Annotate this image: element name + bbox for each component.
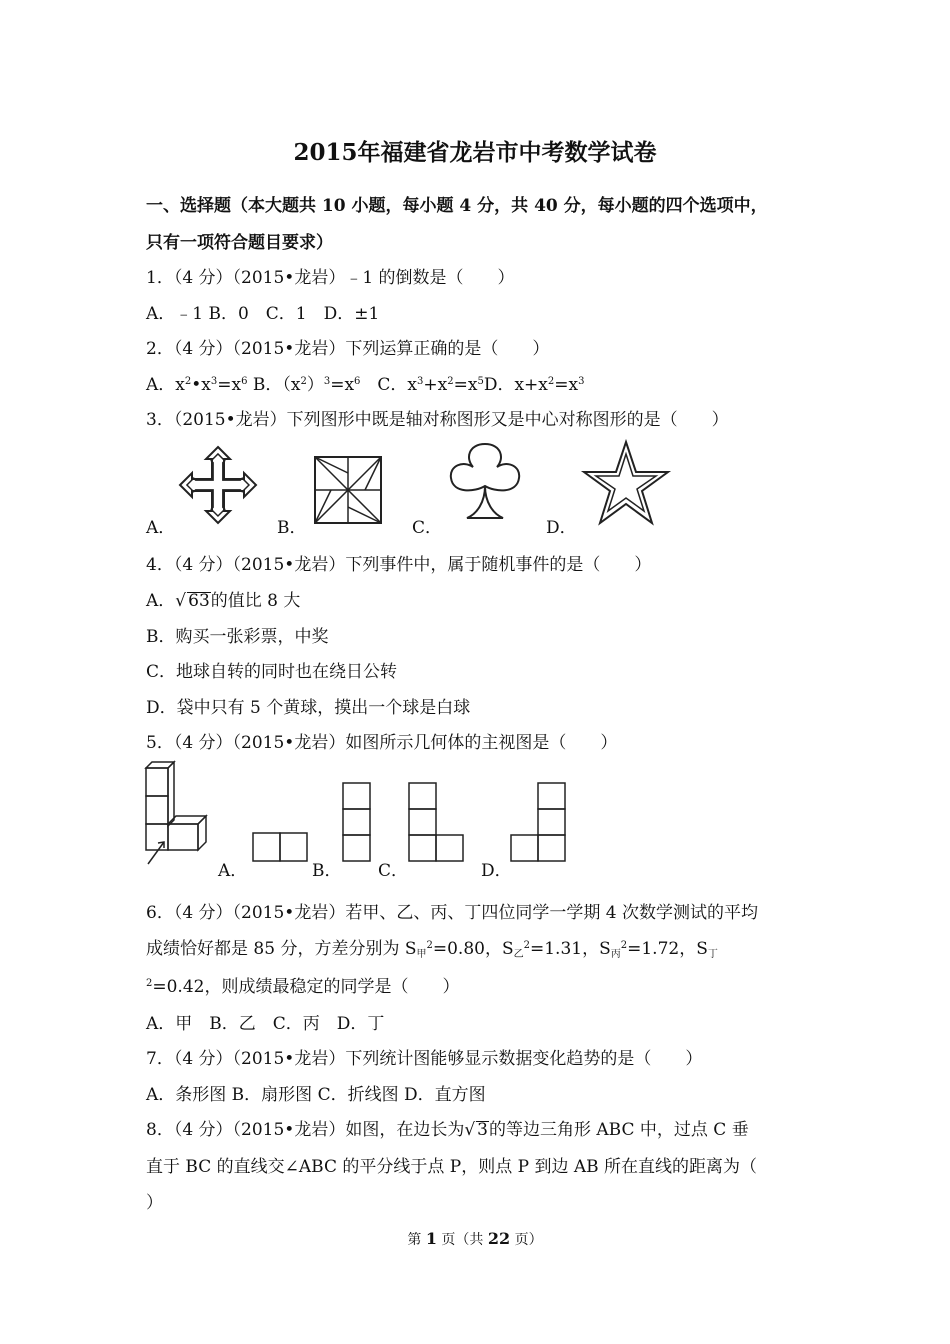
q2-a-exp3: 6 (241, 376, 248, 387)
pinwheel-square-figure (313, 455, 383, 525)
q2-a-dot: •x (191, 375, 211, 395)
q6-value-3: =1.72，S (627, 939, 708, 959)
page-title: 2015年福建省龙岩市中考数学试卷 (293, 139, 657, 166)
sqrt-sign: √ (175, 591, 187, 611)
q6-sub-yi: 乙 (513, 949, 524, 960)
q8-line1-b: 的等边三角形 ABC 中，过点 C 垂 (489, 1120, 749, 1140)
question-8-line3: ） (146, 1193, 163, 1213)
q3-label-a: A． (146, 518, 176, 538)
q6-value-1: =0.80，S (432, 939, 514, 959)
footer-middle: 页（共 (436, 1232, 488, 1248)
page-footer (0, 1229, 950, 1249)
question-8-line1 (146, 1115, 749, 1140)
question-6-line2 (146, 934, 718, 960)
q5-view-b-figure (342, 782, 374, 864)
q5-label-a: A． (218, 861, 248, 881)
footer-page-number: 1 (425, 1229, 437, 1248)
q5-label-b: B． (312, 861, 342, 881)
q5-view-d-figure (510, 782, 570, 864)
q2-b-exp3: 6 (354, 376, 361, 387)
q2-c-exp1: 3 (417, 376, 424, 387)
q6-sub-bing: 丙 (610, 949, 621, 960)
q6-exp-1: 2 (426, 940, 433, 951)
q2-c-exp3: 5 (477, 376, 484, 387)
q6-value-2: =1.31，S (530, 939, 611, 959)
question-4-option-a (146, 586, 300, 611)
question-5-stem: 5．（4 分）（2015•龙岩）如图所示几何体的主视图是（ ） (146, 733, 618, 753)
q6-exp-2: 2 (523, 940, 530, 951)
q3-label-d: D． (546, 518, 577, 538)
q3-label-b: B． (277, 518, 307, 538)
double-star-figure (581, 440, 671, 526)
question-2-stem: 2．（4 分）（2015•龙岩）下列运算正确的是（ ） (146, 339, 550, 359)
question-4-option-c: C．地球自转的同时也在绕日公转 (146, 662, 398, 682)
question-1-stem: 1．（4 分）（2015•龙岩）﹣1 的倒数是（ ） (146, 268, 515, 288)
q2-a-exp1: 2 (184, 376, 192, 387)
question-4-option-d: D．袋中只有 5 个黄球，摸出一个球是白球 (146, 698, 471, 718)
q2-c-eq: =x (453, 375, 478, 395)
q8-radicand: 3 (477, 1120, 488, 1140)
q2-a-exp2: 3 (210, 376, 218, 387)
q6-line2-text: 成绩恰好都是 85 分，方差分别为 S (146, 939, 417, 959)
question-7-options: A．条形图 B．扇形图 C．折线图 D．直方图 (146, 1085, 486, 1105)
question-6-line1: 6．（4 分）（2015•龙岩）若甲、乙、丙、丁四位同学一学期 4 次数学测试的平均 (146, 903, 758, 923)
question-4-stem: 4．（4 分）（2015•龙岩）下列事件中，属于随机事件的是（ ） (146, 555, 652, 575)
club-shape-figure (445, 440, 525, 522)
q2-d-exp2: 3 (578, 376, 585, 387)
q6-exp-4: 2 (146, 978, 153, 989)
question-1-options: A．﹣1 B．0 C．1 D．±1 (146, 304, 380, 324)
question-4-option-b: B．购买一张彩票，中奖 (146, 627, 329, 647)
q3-label-c: C． (412, 518, 443, 538)
q2-opt-d: D．x+x (483, 375, 548, 395)
q6-exp-3: 2 (620, 940, 628, 951)
question-7-stem: 7．（4 分）（2015•龙岩）下列统计图能够显示数据变化趋势的是（ ） (146, 1049, 703, 1069)
q2-opt-c: C．x (360, 375, 418, 395)
q4-a-prefix: A． (146, 591, 176, 611)
q2-b-exp1: 2 (300, 376, 307, 387)
question-3-stem: 3．（2015•龙岩）下列图形中既是轴对称图形又是中心对称图形的是（ ） (146, 410, 729, 430)
q4-a-radicand: 63 (188, 591, 210, 611)
four-arrow-cross-figure (178, 445, 258, 525)
q5-view-a-figure (252, 832, 312, 864)
q2-b-exp2: 3 (323, 376, 331, 387)
section-heading-line1: 一、选择题（本大题共 10 小题，每小题 4 分，共 40 分，每小题的四个选项中， (146, 196, 768, 216)
footer-suffix: 页） (510, 1232, 543, 1248)
q2-opt-b: B．（x (247, 375, 301, 395)
q2-opt-a: A．x (146, 375, 185, 395)
footer-prefix: 第 (407, 1232, 426, 1248)
q2-d-eq: =x (554, 375, 579, 395)
q5-label-d: D． (481, 861, 512, 881)
q8-line1-a: 8．（4 分）（2015•龙岩）如图，在边长为 (146, 1120, 465, 1140)
q5-label-c: C． (378, 861, 409, 881)
q2-b-close: ） (306, 375, 324, 395)
question-2-options (146, 370, 585, 395)
question-6-options: A．甲 B．乙 C．丙 D．丁 (146, 1014, 385, 1034)
q4-a-suffix: 的值比 8 大 (210, 591, 301, 611)
sqrt-sign: √ (464, 1120, 476, 1140)
section-heading-line2: 只有一项符合题目要求） (146, 233, 333, 253)
q2-b-eq: =x (330, 375, 355, 395)
q6-sub-ding: 丁 (707, 949, 718, 960)
q6-line3-text: =0.42，则成绩最稳定的同学是（ ） (152, 977, 460, 997)
footer-total-pages: 22 (487, 1229, 511, 1248)
q2-c-plus: +x (423, 375, 448, 395)
q2-d-exp1: 2 (547, 376, 555, 387)
q6-sub-jia: 甲 (416, 949, 427, 960)
q5-view-c-figure (408, 782, 468, 864)
question-6-line3 (146, 972, 459, 997)
cube-solid-figure (140, 760, 215, 865)
q2-a-eq: =x (217, 375, 242, 395)
question-8-line2: 直于 BC 的直线交∠ABC 的平分线于点 P，则点 P 到边 AB 所在直线的距离为（ (146, 1157, 758, 1177)
q2-c-exp2: 2 (447, 376, 454, 387)
